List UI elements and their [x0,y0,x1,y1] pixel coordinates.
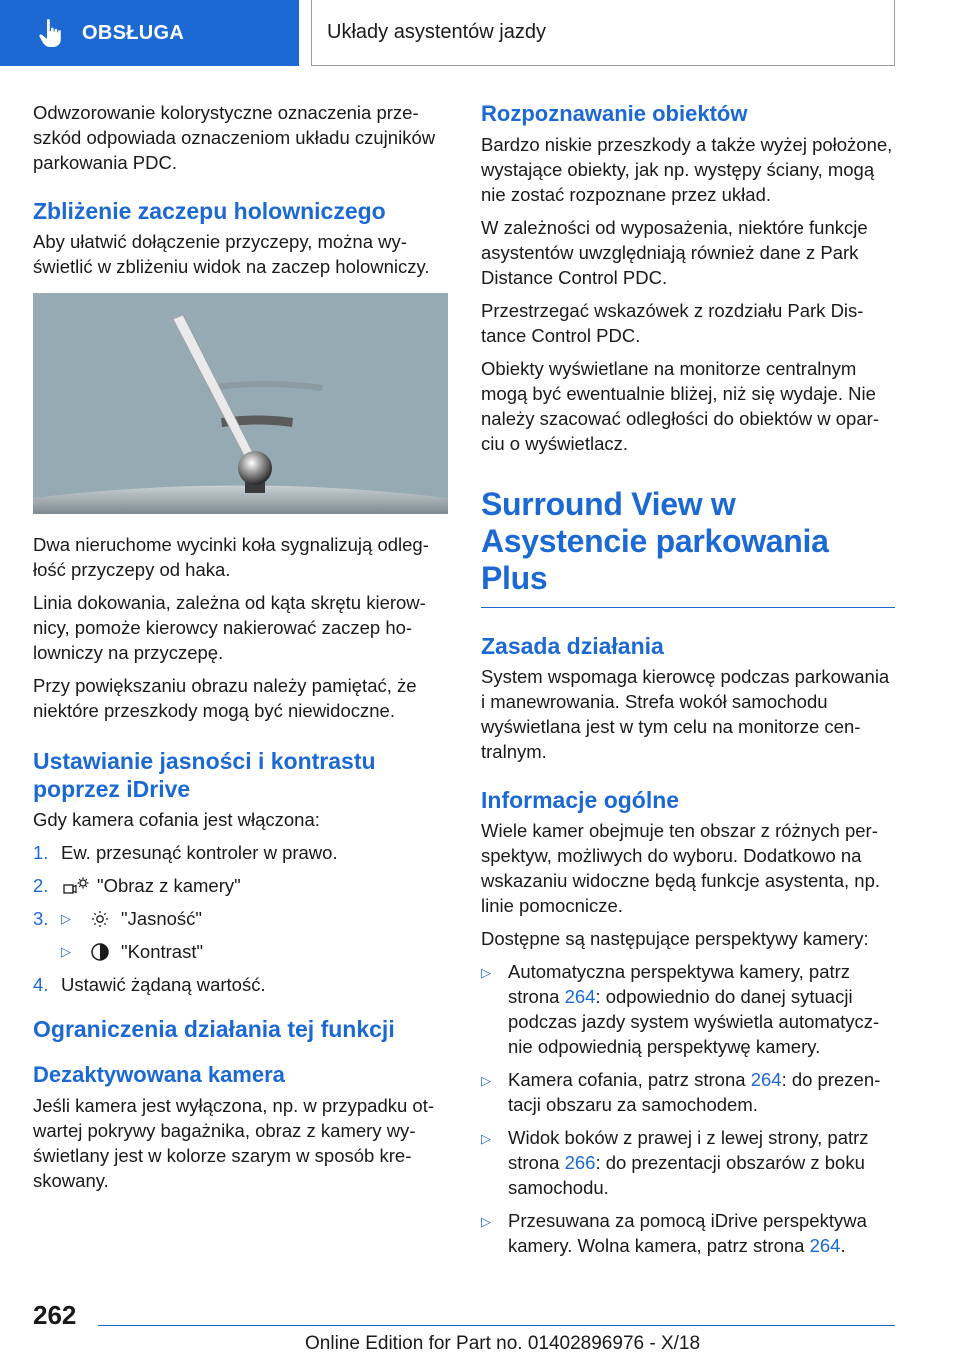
intro-paragraph: Odwzorowanie kolorystyczne oznaczenia przeszkód odpowiada oznaczeniom układu czujników parkowania PDC. [33,102,436,173]
page-link[interactable]: 264 [809,1235,841,1256]
heading-brightness: Ustawianie jasności i kontrastu poprzez iDrive [33,748,376,802]
step-item: 2. "Obraz z kamery" [33,875,241,896]
list-item: ▷ Widok boków z prawej i z lewej strony, patrz strona 266: do prezentacji obszarów z boku samochodu. [481,1127,869,1198]
step-item: 3. ▷ "Jasność" [33,908,203,929]
general-paragraph: Wiele kamer obejmuje ten obszar z różnych perspektyw, możliwych do wyboru. Dodatkowo na wskazaniu widoczne będą funkcje asystenta, np. linie pomocnicze. [481,820,881,916]
step-item: 4. Ustawić żądaną wartość. [33,974,266,995]
footer-rule [98,1325,895,1326]
section-tab[interactable] [0,0,299,66]
docking-paragraph: Linia dokowania, zależna od kąta skrętu kierownicy, pomoże kierowcy nakierować zaczep holowniczy na przyczepę. [33,592,426,663]
detection-paragraph-1: Bardzo niskie przeszkody a także wyżej położone, wystające obiekty, jak np. występy ściany, mogą nie zostać rozpoznane przez układ. [481,134,893,205]
hitch-ball [238,451,272,485]
left-column [33,100,448,1201]
detection-paragraph-2: W zależności od wyposażenia, niektóre funkcje asystentów uwzględniają również dane z Park Distance Control PDC. [481,217,868,288]
hitch-camera-figure [33,293,448,514]
detection-paragraph-4: Obiekty wyświetlane na monitorze centralnym mogą być ewentualnie bliżej, niż się wydaje. Nie należy szacować odległości do obiektów w oparciu o wyświetlacz. [481,358,879,454]
heading-hitch: Zbliżenie zaczepu holowniczego [33,198,386,224]
triangle-bullet-icon: ▷ [61,911,71,926]
heading-deactivated: Dezaktywowana kamera [33,1062,285,1087]
list-item: ▷ Kamera cofania, patrz strona 264: do prezentacji obszaru za samochodem. [481,1069,881,1115]
detection-paragraph-3: Przestrzegać wskazówek z rozdziału Park Distance Control PDC. [481,300,864,346]
deactivated-paragraph: Jeśli kamera jest wyłączona, np. w przypadku otwartej pokrywy bagażnika, obraz z kamery wyświetlany jest w kolorze szarym w sposób kreskowany. [33,1095,435,1191]
heading-surround-view: Surround View w Asystencie parkowania Plus [481,486,829,596]
heading-general: Informacje ogólne [481,787,680,813]
list-item: ▷ Automatyczna perspektywa kamery, patrz strona 264: odpowiednio do danej sytuacji podczas jazdy system wyświetla automatycznie odpowiednią perspektywę kamery. [481,961,880,1057]
steps-list [33,840,448,997]
principle-paragraph: System wspomaga kierowcę podczas parkowania i manewrowania. Strefa wokół samochodu wyświetlana jest w tym celu na monitorze centralnym. [481,666,890,762]
step-item: 1. Ew. przesunąć kontroler w prawo. [33,842,338,863]
perspectives-list [481,959,895,1258]
section-label: OBSŁUGA [82,21,185,44]
hitch-paragraph: Aby ułatwić dołączenie przyczepy, można wyświetlić w zbliżeniu widok na zaczep holowniczy. [33,231,430,277]
triangle-bullet-icon: ▷ [481,1214,491,1229]
triangle-bullet-icon: ▷ [61,944,71,959]
available-paragraph: Dostępne są następujące perspektywy kamery: [481,928,869,949]
wedges-paragraph: Dwa nieruchome wycinki koła sygnalizują odległość przyczepy od haka. [33,534,429,580]
zoom-paragraph: Przy powiększaniu obrazu należy pamiętać, że niektóre przeszkody mogą być niewidoczne. [33,675,417,721]
heading-rule [481,607,895,608]
brightness-icon [87,909,113,929]
triangle-bullet-icon: ▷ [481,1073,491,1088]
page-number: 262 [33,1300,77,1330]
camera-settings-icon [63,876,89,896]
heading-principle: Zasada działania [481,633,664,659]
heading-limits: Ograniczenia działania tej funkcji [33,1016,395,1042]
heading-detection: Rozpoznawanie obiektów [481,101,748,126]
hitch-illustration [33,293,448,514]
page-link[interactable]: 264 [750,1069,782,1090]
page-link[interactable]: 264 [564,986,596,1007]
page-header [0,0,960,66]
edition-footer: Online Edition for Part no. 01402896976 - X/18 [305,1333,701,1354]
list-item: ▷ Przesuwana za pomocą iDrive perspektywa kamery. Wolna kamera, patrz strona 264. [481,1210,867,1256]
triangle-bullet-icon: ▷ [481,1131,491,1146]
chapter-title: Układy asystentów jazdy [311,0,895,66]
right-column [481,100,895,1266]
contrast-icon [87,942,113,962]
triangle-bullet-icon: ▷ [481,965,491,980]
page-link[interactable]: 266 [564,1152,596,1173]
hand-icon [38,18,64,48]
step-item: ▷ "Kontrast" [61,941,204,962]
camera-on-paragraph: Gdy kamera cofania jest włączona: [33,809,320,830]
